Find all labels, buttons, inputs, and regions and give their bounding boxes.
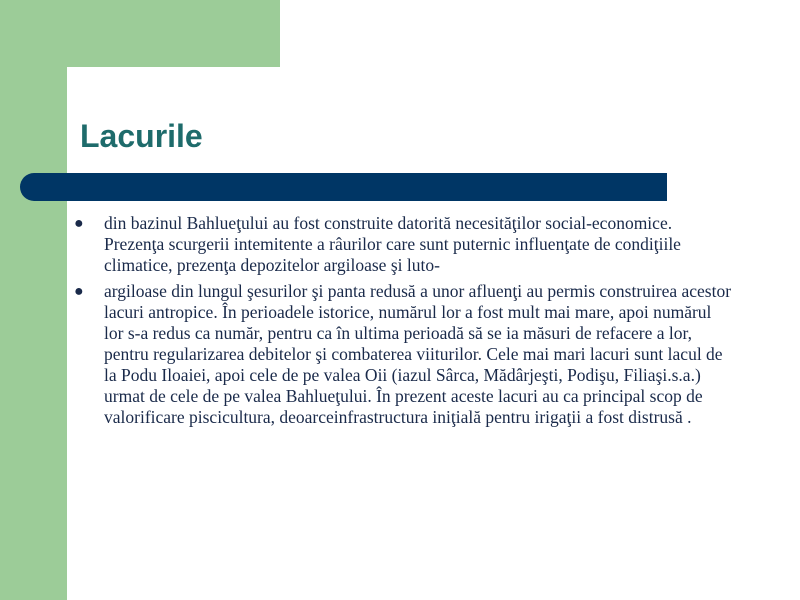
decorative-green-block — [0, 0, 280, 67]
bullet-disc-icon: ● — [74, 283, 84, 300]
bullet-disc-icon: ● — [74, 215, 84, 232]
title-underline-bar — [20, 173, 667, 201]
list-item — [74, 281, 734, 428]
decorative-green-strip — [0, 0, 67, 600]
bullet-text: din bazinul Bahlueţului au fost construite datorită necesităţilor social-economice. Prezenţa scurgerii intemitente a râurilor care sunt puternic influenţate de condiţiile climatice, prezenţa depozitelor argiloase şi luto- — [104, 213, 681, 275]
bullet-list — [74, 213, 734, 433]
list-item — [74, 213, 734, 276]
bullet-text: argiloase din lungul şesurilor şi panta redusă a unor afluenţi au permis construirea acestor lacuri antropice. În perioadele istorice, numărul lor a fost mult mai mare, apoi numărul lor s-a redus ca număr, pentru ca în ultima perioadă să se ia măsuri de refacere a lor, pentru regularizarea debitelor şi combaterea viiturilor. Cele mai mari lacuri sunt lacul de la Podu Iloaiei, apoi cele de pe valea Oii (iazul Sârca, Mădârjeşti, Podişu, Filiaşi.s.a.) urmat de cele de pe valea Bahlueţului. În prezent aceste lacuri au ca principal scop de valorificare piscicultura, deoarceinfrastructura iniţială pentru irigaţii a fost distrusă . — [104, 281, 732, 427]
slide-title: Lacurile — [80, 118, 203, 154]
